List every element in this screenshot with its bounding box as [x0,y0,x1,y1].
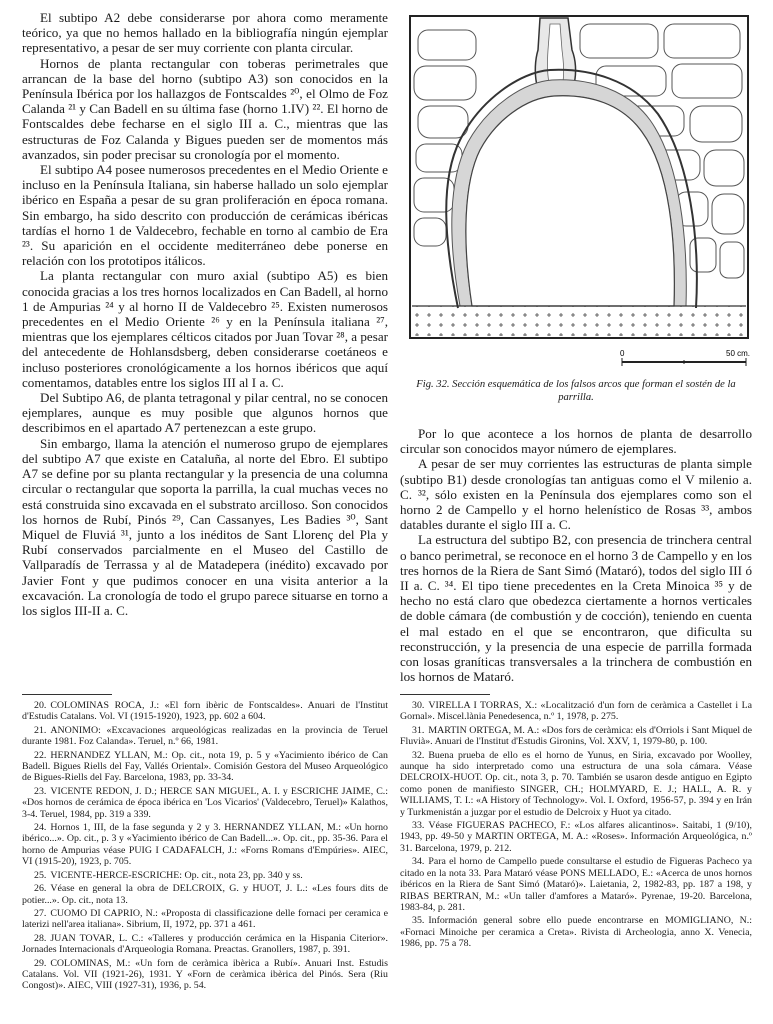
footnote: 31. MARTIN ORTEGA, M. A.: «Dos fors de ceràmica: els d'Orriols i Sant Miquel de Fluvià». Anuari de l'Institut d'Estudis Gironins, Vol. XXV, 1, 1979-80, p. 100. [400,724,752,748]
footnote: 32. Buena prueba de ello es el horno de Yunus, en Siria, excavado por Woolley, aunque ha sido interpretado como una estructura de una sola cámara. Véase DELCROIX-HUOT. Op. cit., nota 3, p. 70. También se usaron desde antiguo en Egipto como ponen de manifiesto SINGER, CH.; HOLMYARD, E. J.; HALL, A. R. y WILLIAMS, T. I.: «A History of Technology». Vol. I. Oxford, 1956-57, p. 394 y en Irán y Turkmenistán a juzgar por el estudio de Delcroix y Huot ya citado. [400,749,752,818]
left-column [22,10,388,618]
footnote-rule [400,694,490,695]
paragraph: La planta rectangular con muro axial (subtipo A5) es bien conocida gracias a los tres hornos localizados en Can Badell, al horno 1 de Ampurias ²⁴ y al horno II de Valdecebro ²⁵. Existen numerosos precedentes en el Medio Oriente ²⁶ y en la Península italiana ²⁷, mientras que los ejemplares célticos citados por Juan Tovar ²⁸, a pesar del antecedente de Hohlansdsberg, deben considerarse coetáneos e incluso posteriores cronológicamente a los hornos ibéricos que aquí comentamos, datables entre los siglos III al I a. C. [22,268,388,390]
paragraph: Hornos de planta rectangular con toberas perimetrales que arrancan de la base del horno (subtipo A3) son conocidos en la Península Ibérica por los hallazgos de Fontscaldes ²⁰, el Olmo de Foz Calanda ²¹ y Can Badell en su última fase (horno 1.IV) ²². El horno de Fontscaldes debe fecharse en el siglo III a. C., mientras que las estructuras de Foz Calanda y Bigues pueden ser de momentos más avanzados, sin poder precisar su cronología por el momento. [22,55,388,162]
footnote: 29. COLOMINAS, M.: «Un forn de ceràmica ibèrica a Rubí». Anuari Inst. Estudis Catalans. Vol. VII (1921-26), 1931. Y «Forn de ceràmica ibèrica del Pinós. Sera (Riu Congost)». AIEC, VIII (1927-31), 1936, p. 54. [22,957,388,992]
footnote: 34. Para el horno de Campello puede consultarse el estudio de Figueras Pacheco ya citado en la nota 33. Para Mataró véase PONS MELLADO, E.: «Acerca de unos hornos ibéricos en la Riera de Sant Simó (Mataró)». Laietania, 2, 1982-83, pp. 187 a 198, y RIBAS BERTRAN, M.: «Un taller d'amfores a Mataró». Pyrenae, 19-20. Barcelona, 1983-84, p. 281. [400,856,752,913]
paragraph: El subtipo A2 debe considerarse por ahora como meramente teórico, ya que no hemos hallado en la bibliografía ningún ejemplar representativo, a pesar de ser muy corriente con planta circular. [22,10,388,56]
footnotes-right [400,700,752,952]
figure-32 [400,10,752,372]
footnotes-left [22,700,388,994]
footnote-rule [22,694,112,695]
footnote: 33. Véase FIGUERAS PACHECO, F.: «Los alfares alicantinos». Saitabi, 1 (9/10), 1943, pp. 49-50 y MARTIN ORTEGA, M. A.: «Roses». Información Arqueológica, n.º 31. Barcelona, 1979, p. 212. [400,820,752,854]
paragraph: El subtipo A4 posee numerosos precedentes en el Medio Oriente e incluso en la Península Italiana, sin haberse hallado un solo ejemplar ibérico en España a pesar de su gran proliferación en época romana. Sin embargo, ha sido descrito con producción de cerámicas ibéricas tardías el horno 1 de Valdecebro, fechable en torno al cambio de Era ²³. Su aparición en el occidente mediterráneo debe ponerse en relación con los prototipos itálicos. [22,162,388,269]
paragraph: Sin embargo, llama la atención el numeroso grupo de ejemplares del subtipo A7 que existe en Cataluña, al norte del Ebro. El subtipo A7 se define por su planta rectangular y la presencia de una columna circular o rectangular que soporta la parrilla, la cual muchas veces no está construida sino excavada en el substrato arcilloso. Son conocidos los hornos de Rubí, Pinós ²⁹, Can Cassanyes, Les Badies ³⁰, Sant Miquel de Fluviá ³¹, junto a los inéditos de Sant Llorenç del Pla y Rubí conservados parcialmente en el Museo del Castillo de Vallparadís de Terrassa y al de Matadepera (inédito) excavado por Javier Font y que pudimos conocer en una visita anterior a la excavación. La cronología de todo el grupo parece situarse en torno a los siglos III-II a. C. [22,435,388,618]
footnote: 30. VIRELLA I TORRAS, X.: «Localització d'un forn de ceràmica a Castellet i La Gornal». Miscel.lània Penedesenca, n.º 1, 1978, p. 275. [400,700,752,723]
footnote: 25. VICENTE-HERCE-ESCRICHE: Op. cit., nota 23, pp. 340 y ss. [34,869,303,881]
right-column [400,10,752,684]
kiln-section-drawing [400,10,752,372]
footnote: 28. JUAN TOVAR, L. C.: «Talleres y producción cerámica en la Hispania Citerior». Jornades Internacionals d'Arqueologia Romana. Preactas. Granollers, 1987, p. 391. [22,932,388,956]
paragraph: A pesar de ser muy corrientes las estructuras de planta simple (subtipo B1) desde cronologías tan antiguas como el V milenio a. C. ³², sólo existen en la Península dos ejemplares como son el horno 2 de Campello y el horno helenístico de Rosas ³³, ambos datables durante el siglo III a. C. [400,456,752,533]
scale-end-label: 50 cm. [726,349,751,358]
paragraph: Por lo que acontece a los hornos de planta de desarrollo circular son conocidos mayor número de ejemplares. [400,426,752,457]
footnote: 27. CUOMO DI CAPRIO, N.: «Proposta di classificazione delle fornaci per ceramica e laterizi nell'area italiana». Sibrium, II, 1972, pp. 371 a 461. [22,907,388,931]
footnote: 22. HERNANDEZ YLLAN, M.: Op. cit., nota 19, p. 5 y «Yacimiento ibérico de Can Badell. Bigues Riells del Fay, Vallés Oriental». Comisión Gestora del Museo Arqueológico de Bigues-Riells del Fay. Barcelona, 1983, pp. 33-34. [22,749,388,784]
paragraph: Del Subtipo A6, de planta tetragonal y pilar central, no se conocen ejemplares, aunque es muy posible que algunos hornos que describimos en el apartado A7 pertenezcan a este grupo. [22,390,388,436]
footnote: 23. VICENTE REDON, J. D.; HERCE SAN MIGUEL, A. I. y ESCRICHE JAIME, C.: «Dos hornos de cerámica de época ibérica en 'Los Vicarios' (Valdecebro, Teruel)» Kalathos, 3-4. Teruel, 1984, pp. 319 a 339. [22,785,388,820]
footnote: 35. Información general sobre ello puede encontrarse en MOMIGLIANO, N.: «Fornaci Minoiche per ceramica a Creta». Rivista di Archeologia, anno X. Venecia, 1986, pp. 75 a 78. [400,915,752,950]
figure-caption: Fig. 32. Sección esquemática de los falsos arcos que forman el sostén de la parrilla. [416,379,736,403]
footnote: 24. Hornos 1, III, de la fase segunda y 2 y 3. HERNANDEZ YLLAN, M.: «Un horno ibérico...». Op. cit., p. 3 y «Yacimiento ibérico de Can Badell...». Op. cit., pp. 35-36. Para el horno de Ampurias véase PUIG I CADAFALCH, J.: «Forns Romans d'Empúries». AIEC, VI (1915-20), 1923, p. 705. [22,822,388,868]
scale-start-label: 0 [620,349,625,358]
footnote: 21. ANONIMO: «Excavaciones arqueológicas realizadas en la provincia de Teruel durante 1981. Foz Calanda». Teruel, n.º 66, 1981. [22,724,388,748]
footnote: 26. Véase en general la obra de DELCROIX, G. y HUOT, J. L.: «Les fours dits de potier...». Op. cit., nota 13. [22,883,388,906]
footnote: 20. COLOMINAS ROCA, J.: «El forn ibèric de Fontscaldes». Anuari de l'Institut d'Estudis Catalans. Vol. VI (1915-1920), 1923, pp. 602 a 604. [22,700,388,723]
paragraph: La estructura del subtipo B2, con presencia de trinchera central o banco perimetral, se reconoce en el horno 3 de Campello y en los tres hornos de la Riera de Sant Simó (Mataró), todos del siglo III ó II a. C. ³⁴. El tipo tiene precedentes en la Creta Minoica ³⁵ y de hecho no está claro que obedezca ciertamente a hornos verticales de doble cámara (de combustión y de cocción), teniendo en cuenta el mal estado en el que se encontraron, que dificulta su reconstrucción, y la presencia de una especie de parrilla formada con losas graníticas transversales a la trinchera de combustión en los hornos de Mataró. [400,532,752,685]
